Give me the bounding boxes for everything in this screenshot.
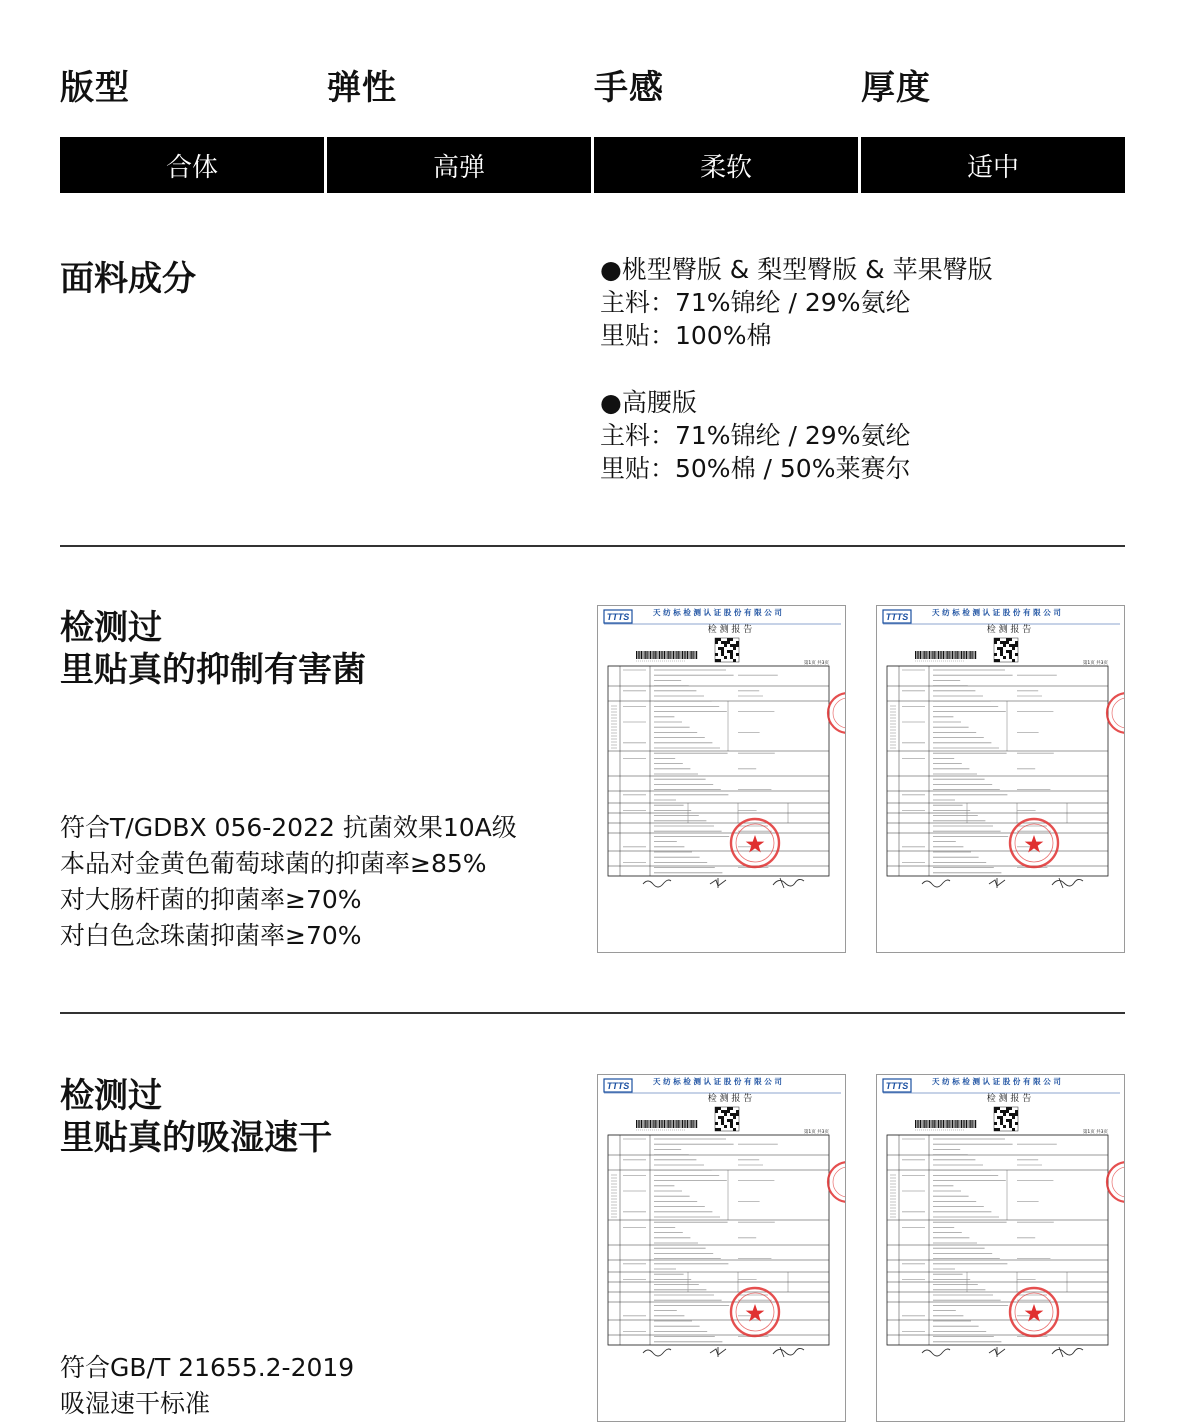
fabric-lining-material: 里贴：50%棉 / 50%莱赛尔 [600, 454, 911, 483]
report-company: 天 纺 标 检 测 认 证 股 份 有 限 公 司 [932, 608, 1061, 617]
qr-code-icon [715, 1107, 739, 1131]
test-report-image [597, 1074, 846, 1422]
antibacterial-line: 符合T/GDBX 056-2022 抗菌效果10A级 [60, 813, 517, 842]
attr-value-fit: 合体 [60, 137, 324, 193]
section-divider [60, 545, 1125, 547]
barcode-icon [915, 1120, 976, 1128]
test-report-image [876, 1074, 1125, 1422]
quickdry-description [60, 1350, 354, 1422]
antibacterial-line: 对大肠杆菌的抑菌率≥70% [60, 885, 362, 914]
report-company: 天 纺 标 检 测 认 证 股 份 有 限 公 司 [653, 1077, 782, 1086]
svg-text:TTTS: TTTS [606, 612, 630, 622]
qr-code-icon [994, 1107, 1018, 1131]
attr-value-elasticity: 高弹 [327, 137, 591, 193]
test-report-image [597, 605, 846, 953]
antibacterial-description [60, 810, 517, 954]
quickdry-title [60, 1075, 332, 1159]
quickdry-line: 吸湿速干标准 [60, 1389, 211, 1418]
quickdry-title-line2: 里贴真的吸湿速干 [60, 1118, 332, 1158]
section-divider [60, 1012, 1125, 1014]
report-table [608, 1135, 829, 1345]
svg-text:TTTS: TTTS [885, 1081, 909, 1091]
report-title: 检 测 报 告 [986, 1094, 1032, 1104]
antibacterial-title-line1: 检测过 [60, 608, 162, 648]
signature-marks [643, 878, 804, 888]
antibacterial-line: 对白色念珠菌抑菌率≥70% [60, 921, 362, 950]
qr-code-icon [994, 638, 1018, 662]
antibacterial-title [60, 607, 366, 691]
signature-marks [922, 1347, 1083, 1357]
report-logo [604, 1079, 632, 1092]
report-title: 检 测 报 告 [707, 1094, 753, 1104]
fabric-group-heading: ●桃型臀版 & 梨型臀版 & 苹果臀版 [600, 255, 993, 284]
quickdry-line: 符合GB/T 21655.2-2019 [60, 1353, 355, 1382]
barcode-icon [636, 1120, 697, 1128]
report-company: 天 纺 标 检 测 认 证 股 份 有 限 公 司 [653, 608, 782, 617]
fabric-group-heading: ●高腰版 [600, 388, 697, 417]
fabric-group-2 [600, 386, 910, 485]
attr-label-handfeel: 手感 [594, 68, 664, 108]
qr-code-icon [715, 638, 739, 662]
signature-marks [643, 1347, 804, 1357]
test-report-image [876, 605, 1125, 953]
report-table [887, 666, 1108, 876]
antibacterial-line: 本品对金黄色葡萄球菌的抑菌率≥85% [60, 849, 487, 878]
barcode-icon [636, 651, 697, 659]
fabric-lining-material: 里贴：100%棉 [600, 321, 772, 350]
attr-value-thickness: 适中 [861, 137, 1125, 193]
barcode-icon [915, 651, 976, 659]
attr-label-thickness: 厚度 [861, 68, 931, 108]
svg-text:TTTS: TTTS [885, 612, 909, 622]
fabric-group-1 [600, 253, 993, 352]
fabric-main-material: 主料：71%锦纶 / 29%氨纶 [600, 421, 911, 450]
attr-label-elasticity: 弹性 [327, 68, 397, 108]
fabric-title: 面料成分 [60, 259, 196, 299]
report-logo [604, 610, 632, 623]
partial-seal-icon [828, 693, 846, 733]
report-company: 天 纺 标 检 测 认 证 股 份 有 限 公 司 [932, 1077, 1061, 1086]
report-title: 检 测 报 告 [707, 625, 753, 635]
fabric-main-material: 主料：71%锦纶 / 29%氨纶 [600, 288, 911, 317]
report-page-label: 第1页 共3页 [1082, 1130, 1108, 1135]
signature-marks [922, 878, 1083, 888]
report-table [608, 666, 829, 876]
report-page-label: 第1页 共3页 [803, 661, 829, 666]
report-table [887, 1135, 1108, 1345]
svg-text:TTTS: TTTS [606, 1081, 630, 1091]
partial-seal-icon [1107, 1162, 1125, 1202]
quickdry-title-line1: 检测过 [60, 1076, 162, 1116]
report-title: 检 测 报 告 [986, 625, 1032, 635]
partial-seal-icon [1107, 693, 1125, 733]
report-page-label: 第1页 共3页 [803, 1130, 829, 1135]
antibacterial-title-line2: 里贴真的抑制有害菌 [60, 650, 366, 690]
report-page-label: 第1页 共3页 [1082, 661, 1108, 666]
partial-seal-icon [828, 1162, 846, 1202]
attr-label-fit: 版型 [60, 68, 130, 108]
report-logo [883, 1079, 911, 1092]
attr-value-handfeel: 柔软 [594, 137, 858, 193]
report-logo [883, 610, 911, 623]
